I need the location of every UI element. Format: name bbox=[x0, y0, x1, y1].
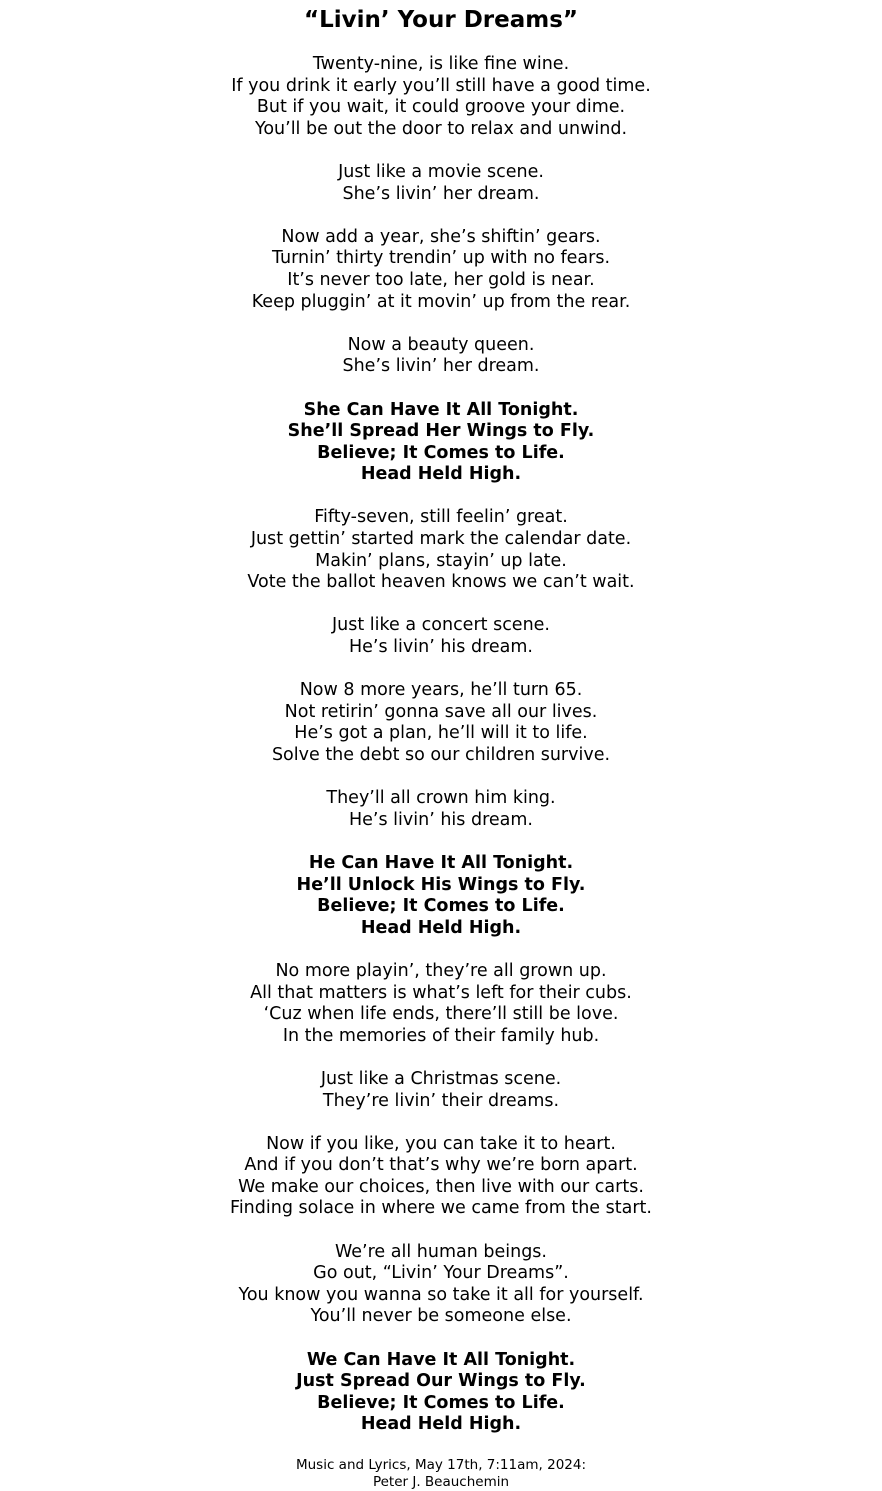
lyric-line: All that matters is what’s left for their cubs. bbox=[250, 982, 632, 1003]
lyric-line: Solve the debt so our children survive. bbox=[271, 745, 611, 765]
lyric-line: She Can Have It All Tonight. bbox=[303, 399, 579, 420]
lyric-line: Now 8 more years, he’ll turn 65. bbox=[299, 680, 583, 701]
lyric-line: He’s livin’ his dream. bbox=[349, 809, 533, 830]
lyric-line: Twenty-nine, is like fine wine. bbox=[312, 54, 570, 74]
lyric-line: She’ll Spread Her Wings to Fly. bbox=[287, 421, 595, 442]
lyric-line: We Can Have It All Tonight. bbox=[306, 1349, 576, 1370]
song-title: “Livin’ Your Dreams” bbox=[303, 7, 579, 33]
lyric-line: Keep pluggin’ at it movin’ up from the rear. bbox=[251, 291, 631, 312]
lyric-line: They’re livin’ their dreams. bbox=[322, 1090, 560, 1111]
verse-stanza bbox=[0, 788, 882, 831]
credits bbox=[0, 1457, 882, 1491]
verse-stanza bbox=[0, 1242, 882, 1328]
chorus-stanza bbox=[0, 400, 882, 486]
author-name: Peter J. Beauchemin bbox=[372, 1474, 510, 1490]
lyric-line: Believe; It Comes to Life. bbox=[317, 896, 565, 917]
lyric-line: But if you wait, it could groove your dime. bbox=[256, 97, 626, 118]
lyric-line: Just gettin’ started mark the calendar date. bbox=[250, 529, 632, 550]
verse-stanza bbox=[0, 162, 882, 205]
verse-stanza bbox=[0, 227, 882, 313]
lyrics-body bbox=[0, 54, 882, 1458]
lyric-line: He’ll Unlock His Wings to Fly. bbox=[296, 874, 586, 895]
lyric-line: Just like a Christmas scene. bbox=[320, 1068, 562, 1089]
verse-stanza bbox=[0, 335, 882, 378]
verse-stanza bbox=[0, 1134, 882, 1220]
lyric-line: Just Spread Our Wings to Fly. bbox=[296, 1371, 586, 1392]
chorus-stanza bbox=[0, 1350, 882, 1436]
lyric-line: She’s livin’ her dream. bbox=[342, 356, 540, 377]
verse-stanza bbox=[0, 961, 882, 1047]
lyric-line: He’s livin’ his dream. bbox=[349, 637, 533, 658]
lyric-line: In the memories of their family hub. bbox=[282, 1025, 600, 1046]
lyric-line: He Can Have It All Tonight. bbox=[308, 852, 574, 873]
verse-stanza bbox=[0, 54, 882, 140]
lyric-line: Head Held High. bbox=[360, 917, 522, 938]
lyric-line: Just like a concert scene. bbox=[332, 615, 550, 636]
lyric-line: Now add a year, she’s shiftin’ gears. bbox=[281, 226, 601, 247]
verse-stanza bbox=[0, 680, 882, 766]
lyric-line: Believe; It Comes to Life. bbox=[317, 442, 565, 463]
verse-stanza bbox=[0, 615, 882, 658]
lyric-line: Vote the ballot heaven knows we can’t wait. bbox=[247, 572, 635, 593]
lyric-line: If you drink it early you’ll still have a good time. bbox=[231, 75, 651, 96]
lyric-line: Go out, “Livin’ Your Dreams”. bbox=[313, 1263, 569, 1284]
verse-stanza bbox=[0, 507, 882, 593]
lyric-line: Fifty-seven, still feelin’ great. bbox=[314, 507, 568, 528]
lyric-line: You’ll never be someone else. bbox=[310, 1306, 572, 1327]
lyric-line: Not retirin’ gonna save all our lives. bbox=[284, 701, 598, 722]
lyric-line: Now if you like, you can take it to heart. bbox=[266, 1133, 616, 1154]
chorus-stanza bbox=[0, 853, 882, 939]
lyric-line: Just like a movie scene. bbox=[338, 161, 544, 182]
credits-line: Music and Lyrics, May 17th, 7:11am, 2024: bbox=[295, 1457, 587, 1473]
lyric-line: We’re all human beings. bbox=[335, 1241, 547, 1262]
lyric-line: You know you wanna so take it all for yourself. bbox=[238, 1284, 644, 1305]
lyric-line: Believe; It Comes to Life. bbox=[317, 1392, 565, 1413]
lyric-line: And if you don’t that’s why we’re born apart. bbox=[244, 1155, 638, 1176]
lyric-line: She’s livin’ her dream. bbox=[342, 183, 540, 204]
lyric-line: Head Held High. bbox=[360, 464, 522, 485]
lyric-line: He’s got a plan, he’ll will it to life. bbox=[294, 723, 588, 744]
lyric-line: ‘Cuz when life ends, there’ll still be love. bbox=[263, 1004, 619, 1025]
lyric-line: Now a beauty queen. bbox=[347, 334, 535, 355]
lyric-line: Turnin’ thirty trendin’ up with no fears. bbox=[271, 248, 611, 269]
lyric-line: Finding solace in where we came from the start. bbox=[230, 1198, 652, 1219]
lyric-line: It’s never too late, her gold is near. bbox=[287, 269, 595, 290]
lyric-line: Head Held High. bbox=[360, 1414, 522, 1435]
verse-stanza bbox=[0, 1069, 882, 1112]
lyric-line: No more playin’, they’re all grown up. bbox=[275, 960, 607, 981]
lyric-line: Makin’ plans, stayin’ up late. bbox=[315, 550, 567, 571]
lyric-line: We make our choices, then live with our carts. bbox=[238, 1176, 644, 1197]
lyric-line: They’ll all crown him king. bbox=[326, 788, 556, 809]
lyric-line: You’ll be out the door to relax and unwind. bbox=[254, 118, 628, 139]
